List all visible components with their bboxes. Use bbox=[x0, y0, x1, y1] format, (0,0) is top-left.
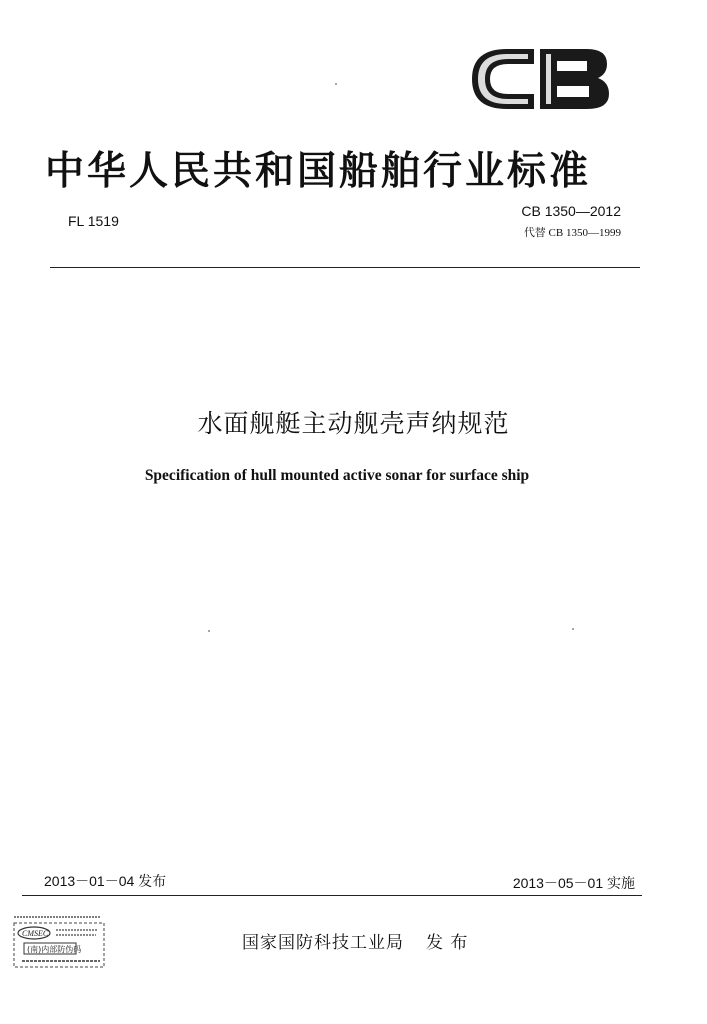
replaces-standard: 代替 CB 1350—1999 bbox=[523, 227, 621, 239]
standard-number: CB 1350—2012 bbox=[521, 203, 621, 219]
classification-code: FL 1519 bbox=[68, 213, 119, 229]
footer-divider bbox=[22, 895, 642, 896]
scan-speck bbox=[335, 83, 337, 85]
document-title-en: Specification of hull mounted active sonar for surface ship bbox=[144, 467, 530, 484]
publisher bbox=[242, 928, 468, 953]
scan-speck bbox=[208, 630, 210, 632]
cb-logo-icon bbox=[462, 44, 612, 114]
scan-speck bbox=[572, 628, 574, 630]
stamp-text: (南)内部防伪码 bbox=[27, 945, 82, 954]
series-title: 中华人民共和国船舶行业标准 bbox=[45, 149, 592, 194]
issue-date: 2013－01－04 发布 bbox=[44, 873, 167, 889]
svg-text:CMSEC: CMSEC bbox=[22, 929, 49, 938]
anti-counterfeit-stamp-icon bbox=[12, 913, 107, 971]
publish-word: 发 布 bbox=[426, 933, 469, 953]
implementation-date: 2013－05－01 实施 bbox=[512, 875, 635, 891]
header-divider bbox=[50, 267, 640, 268]
document-title-zh: 水面舰艇主动舰壳声纳规范 bbox=[197, 409, 510, 438]
publisher-name: 国家国防科技工业局 bbox=[242, 933, 404, 953]
